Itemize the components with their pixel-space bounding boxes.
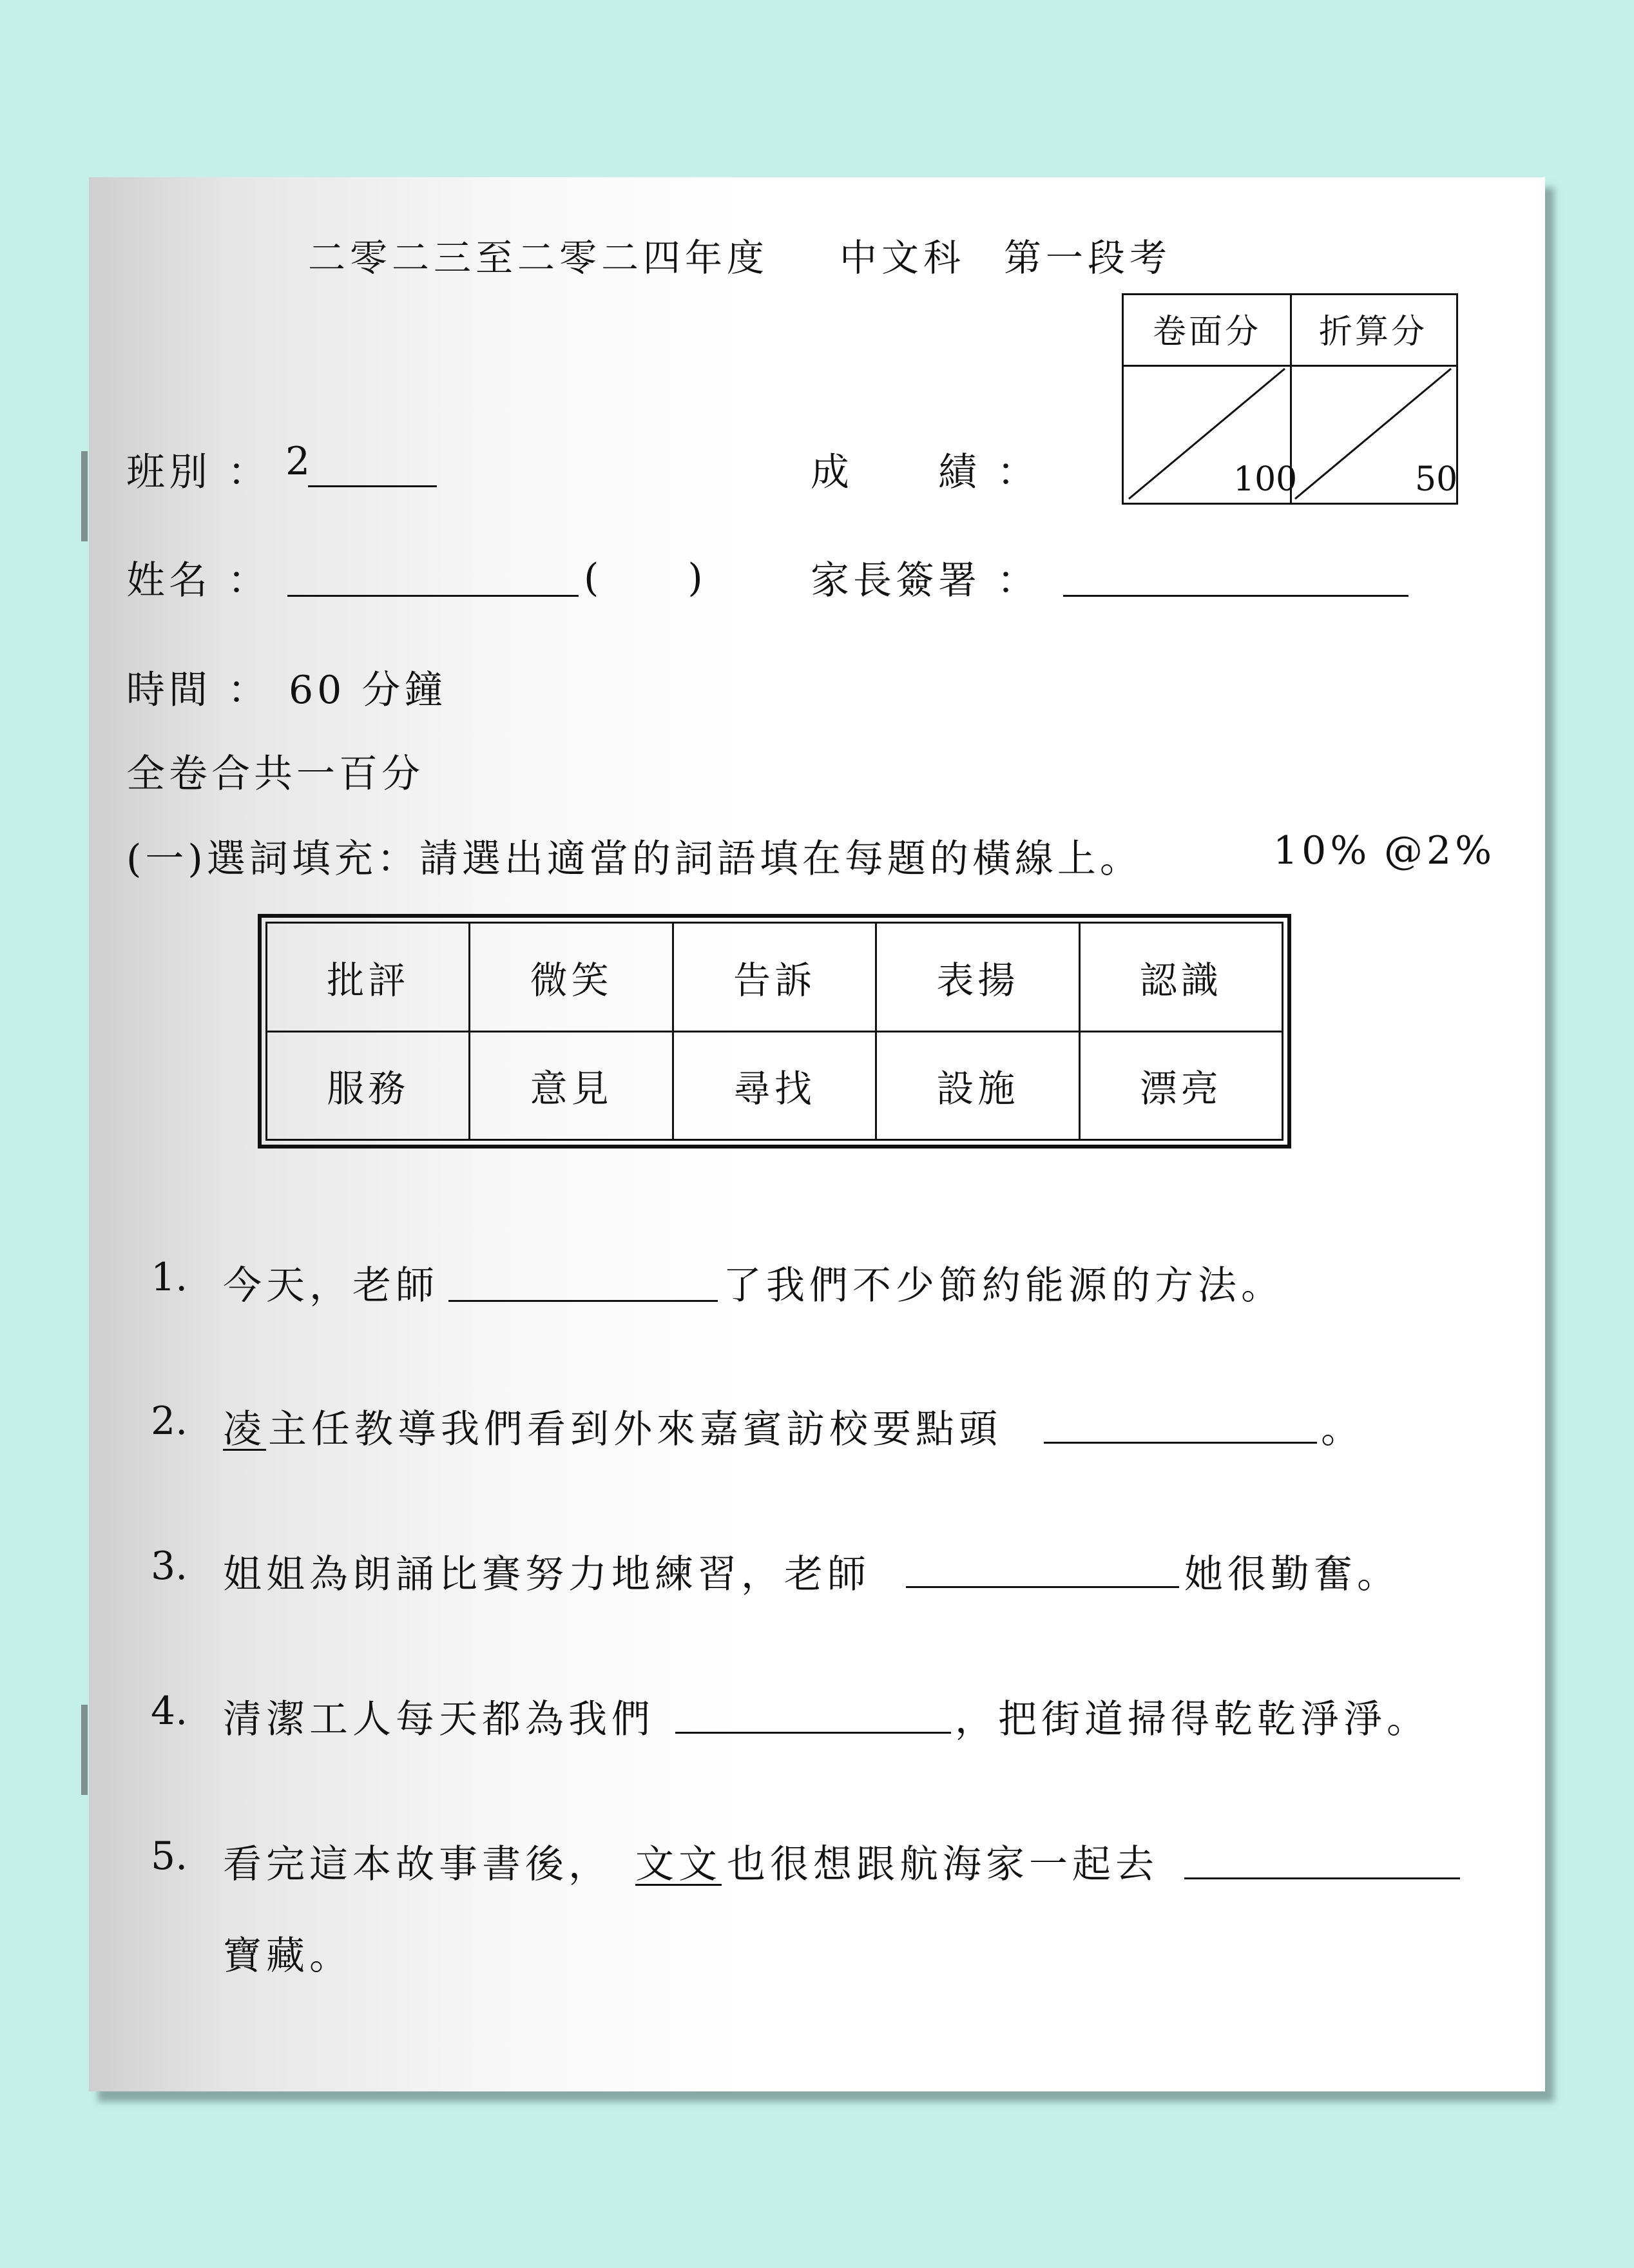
word-bank-cell: 服務 — [267, 1031, 470, 1140]
score-box — [1122, 293, 1458, 505]
class-line — [308, 485, 437, 487]
class-label: 班別 ： — [126, 450, 271, 495]
word-bank-cell: 尋找 — [673, 1031, 876, 1140]
section-marks: 10% — [1273, 828, 1371, 873]
exam-paper — [89, 177, 1545, 2091]
exam-title — [308, 228, 1171, 282]
question-4-text-before: 清潔工人每天都為我們 — [223, 1697, 655, 1742]
title-subject: 中文科 — [840, 236, 966, 280]
total-marks: 全卷合共一百分 — [126, 751, 424, 797]
word-bank-cell: 設施 — [876, 1031, 1079, 1140]
question-4-blank[interactable] — [675, 1732, 951, 1734]
title-exam: 第一段考 — [1004, 236, 1172, 280]
question-3-text-before: 姐姐為朗誦比賽努力地練習，老師 — [223, 1552, 870, 1597]
class-value[interactable]: 2 — [285, 439, 314, 484]
word-bank — [258, 914, 1291, 1149]
question-1-blank[interactable] — [448, 1300, 718, 1302]
question-5-text-after: 寶藏。 — [223, 1934, 352, 1979]
question-1-text-before: 今天，老師 — [223, 1263, 439, 1308]
question-number: 2. — [151, 1399, 188, 1444]
question-number: 5. — [151, 1834, 188, 1879]
word-bank-cell: 微笑 — [470, 923, 673, 1032]
word-bank-cell: 漂亮 — [1079, 1031, 1282, 1140]
parent-signature-line[interactable] — [1063, 595, 1408, 597]
word-bank-cell: 認識 — [1079, 923, 1282, 1032]
question-2-text-after: 。 — [1321, 1407, 1364, 1452]
word-bank-cell: 批評 — [267, 923, 470, 1032]
section-title: (一)選詞填充：請選出適當的詞語填在每題的橫線上。 — [126, 837, 1142, 882]
section-each-marks: @2% — [1384, 828, 1496, 873]
question-3-blank[interactable] — [906, 1586, 1179, 1588]
time-value: 60 分鐘 — [289, 668, 447, 713]
word-bank-cell: 表揚 — [876, 923, 1079, 1032]
grade-label: 成 績 ： — [811, 450, 1040, 495]
question-2-blank[interactable] — [1044, 1442, 1317, 1444]
parent-signature-label: 家長簽署 ： — [811, 558, 1040, 603]
question-4-text-after: ，把街道掃得乾乾淨淨。 — [955, 1697, 1430, 1742]
question-number: 3. — [151, 1544, 188, 1589]
question-5-blank[interactable] — [1184, 1877, 1460, 1879]
score-header-converted: 折算分 — [1318, 313, 1427, 351]
question-2-text-before: 主任教導我們看到外來嘉賓訪校要點頭 — [268, 1407, 1002, 1452]
question-3-text-after: 她很勤奮。 — [1184, 1552, 1400, 1597]
score-max-raw: 100 — [1233, 460, 1298, 499]
name-line[interactable] — [287, 595, 579, 597]
binder-tab-bottom — [81, 1705, 88, 1795]
question-number: 4. — [151, 1689, 188, 1734]
score-header-raw: 卷面分 — [1152, 313, 1261, 351]
question-1-text-after: 了我們不少節約能源的方法。 — [723, 1263, 1284, 1308]
question-number: 1. — [151, 1255, 188, 1300]
binder-tab-top — [81, 451, 88, 541]
time-label: 時間 ： — [126, 668, 271, 713]
title-year: 二零二三至二零二四年度 — [308, 236, 769, 280]
question-5-text-mid: 也很想跟航海家一起去 — [727, 1842, 1158, 1887]
score-max-converted: 50 — [1415, 460, 1458, 499]
question-5-name: 文文 — [635, 1842, 722, 1887]
word-bank-cell: 意見 — [470, 1031, 673, 1140]
question-2-name: 凌 — [223, 1407, 266, 1452]
question-5-text-before: 看完這本故事書後， — [223, 1842, 611, 1887]
name-label: 姓名 ： — [126, 558, 271, 603]
word-bank-cell: 告訴 — [673, 923, 876, 1032]
name-number-paren: ( ) — [584, 556, 707, 601]
